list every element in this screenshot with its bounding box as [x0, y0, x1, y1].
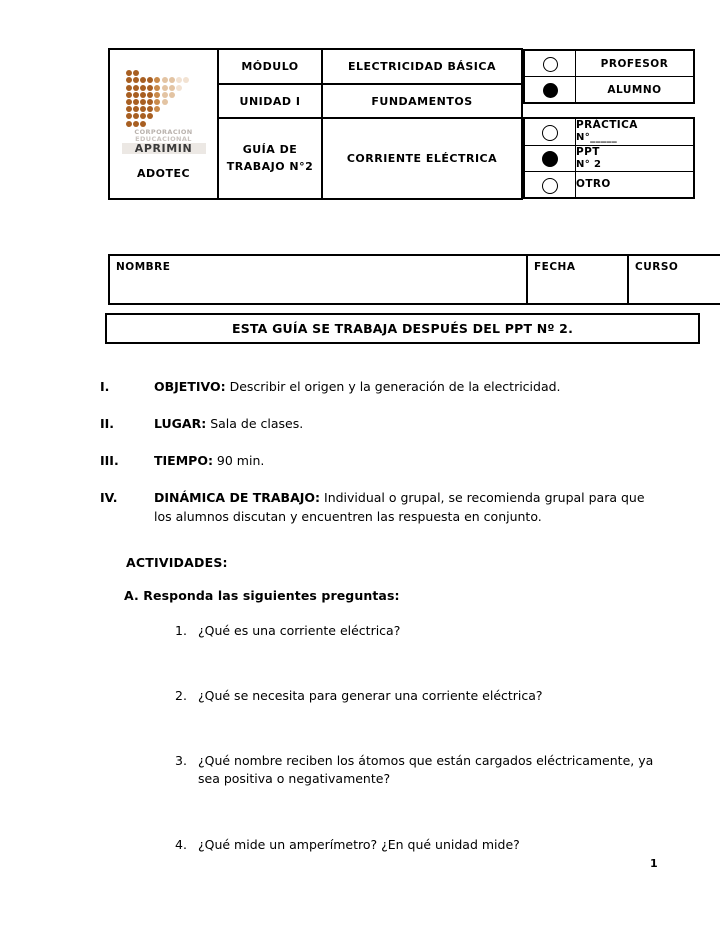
question-number: 1.	[175, 623, 187, 638]
type-sub-ppt: N° 2	[576, 158, 602, 170]
type-label-practica: PRÁCTICA	[576, 119, 638, 131]
logo-dot-matrix-icon	[126, 70, 202, 128]
page-number: 1	[650, 857, 658, 870]
question-number: 4.	[175, 836, 187, 852]
question-item	[175, 752, 675, 788]
radio-unchecked-icon[interactable]	[542, 125, 558, 141]
role-label-alumno: ALUMNO	[576, 77, 695, 104]
section-lugar	[100, 415, 660, 433]
options-cell	[522, 49, 706, 199]
options-spacer	[523, 104, 706, 117]
section-body	[154, 415, 660, 433]
type-option-ppt[interactable]	[524, 145, 694, 172]
type-option-otro[interactable]	[524, 172, 694, 199]
section-text: Sala de clases.	[206, 416, 304, 432]
field-curso[interactable]: CURSO	[628, 255, 720, 304]
guia-line-2: TRABAJO N°2	[226, 159, 314, 173]
question-number: 2.	[175, 688, 187, 704]
header-info-table	[108, 48, 706, 200]
row-label-guia	[218, 118, 322, 199]
logo-corporacion-text: CORPORACION	[134, 128, 193, 137]
section-list	[100, 378, 660, 545]
type-option-practica[interactable]	[524, 118, 694, 145]
type-radio-ppt-cell[interactable]	[524, 145, 576, 172]
adotec-label: ADOTEC	[136, 167, 191, 181]
guia-line-1: GUÍA DE	[242, 143, 298, 157]
logo-cell	[109, 49, 218, 199]
radio-unchecked-icon[interactable]	[542, 178, 558, 194]
notice-banner: ESTA GUÍA SE TRABAJA DESPUÉS DEL PPT Nº 2.	[105, 313, 700, 344]
section-title: LUGAR:	[154, 416, 207, 432]
radio-unchecked-icon[interactable]	[543, 57, 558, 72]
radio-checked-icon[interactable]	[543, 83, 558, 98]
row-label-modulo: MÓDULO	[218, 49, 322, 84]
question-text: ¿Qué se necesita para generar una corriente eléctrica?	[198, 688, 543, 704]
question-text: ¿Qué mide un amperímetro? ¿En qué unidad mide?	[198, 836, 520, 852]
type-radio-practica-cell[interactable]	[524, 118, 576, 145]
section-numeral: III.	[100, 453, 119, 469]
role-radio-profesor-cell[interactable]	[524, 50, 576, 77]
role-option-box	[523, 49, 695, 104]
role-radio-alumno-cell[interactable]	[524, 77, 576, 104]
row-value-unidad: FUNDAMENTOS	[322, 84, 522, 119]
section-body	[154, 452, 660, 470]
role-option-alumno[interactable]	[524, 77, 694, 104]
row-value-modulo: ELECTRICIDAD BÁSICA	[322, 49, 522, 84]
question-item	[175, 622, 675, 640]
section-text: Describir el origen y la generación de la electricidad.	[225, 379, 561, 394]
type-sub-practica: N°_____	[576, 132, 618, 144]
logo-educacional-text: EDUCACIONAL	[135, 134, 192, 143]
row-value-guia: CORRIENTE ELÉCTRICA	[322, 118, 522, 199]
type-radio-otro-cell[interactable]	[524, 172, 576, 199]
question-text: ¿Qué nombre reciben los átomos que están cargados eléctricamente, ya sea positiva o negativamente?	[198, 753, 654, 787]
section-tiempo	[100, 452, 660, 470]
radio-checked-icon[interactable]	[542, 151, 558, 167]
logo-wordmark	[122, 129, 206, 154]
section-title: OBJETIVO:	[154, 379, 226, 394]
logo-aprimin-text: APRIMIN	[122, 143, 206, 154]
field-nombre[interactable]: NOMBRE	[109, 255, 527, 304]
question-item	[175, 687, 675, 705]
section-numeral: IV.	[100, 490, 118, 506]
activities-subheading: A. Responda las siguientes preguntas:	[124, 588, 400, 603]
type-label-ppt: PPT	[576, 145, 600, 158]
activities-heading: ACTIVIDADES:	[126, 555, 228, 570]
question-text: ¿Qué es una corriente eléctrica?	[198, 623, 401, 638]
type-label-practica-cell	[576, 118, 695, 145]
type-label-otro-cell	[576, 172, 695, 199]
aprimin-logo	[122, 70, 206, 154]
section-text: 90 min.	[212, 453, 265, 469]
identity-row	[109, 255, 720, 304]
question-item	[175, 836, 675, 854]
field-fecha[interactable]: FECHA	[527, 255, 628, 304]
role-label-profesor: PROFESOR	[576, 50, 695, 77]
question-number: 3.	[175, 753, 187, 769]
section-numeral: II.	[100, 416, 115, 432]
section-title: TIEMPO:	[154, 453, 213, 469]
role-option-profesor[interactable]	[524, 50, 694, 77]
section-body	[154, 378, 660, 396]
type-label-ppt-cell	[576, 145, 695, 172]
type-label-otro: OTRO	[576, 178, 611, 191]
question-list	[175, 622, 675, 901]
section-text: Individual o grupal, se recomienda grupal para que los alumnos discutan y encuentren las respuesta en conjunto.	[154, 490, 645, 524]
section-body	[154, 489, 660, 525]
identity-table	[108, 254, 720, 305]
section-objetivo	[100, 378, 660, 396]
section-title: DINÁMICA DE TRABAJO:	[154, 490, 321, 506]
type-option-box	[523, 117, 695, 199]
section-dinamica	[100, 489, 660, 525]
section-numeral: I.	[100, 379, 110, 394]
row-label-unidad: UNIDAD I	[218, 84, 322, 119]
